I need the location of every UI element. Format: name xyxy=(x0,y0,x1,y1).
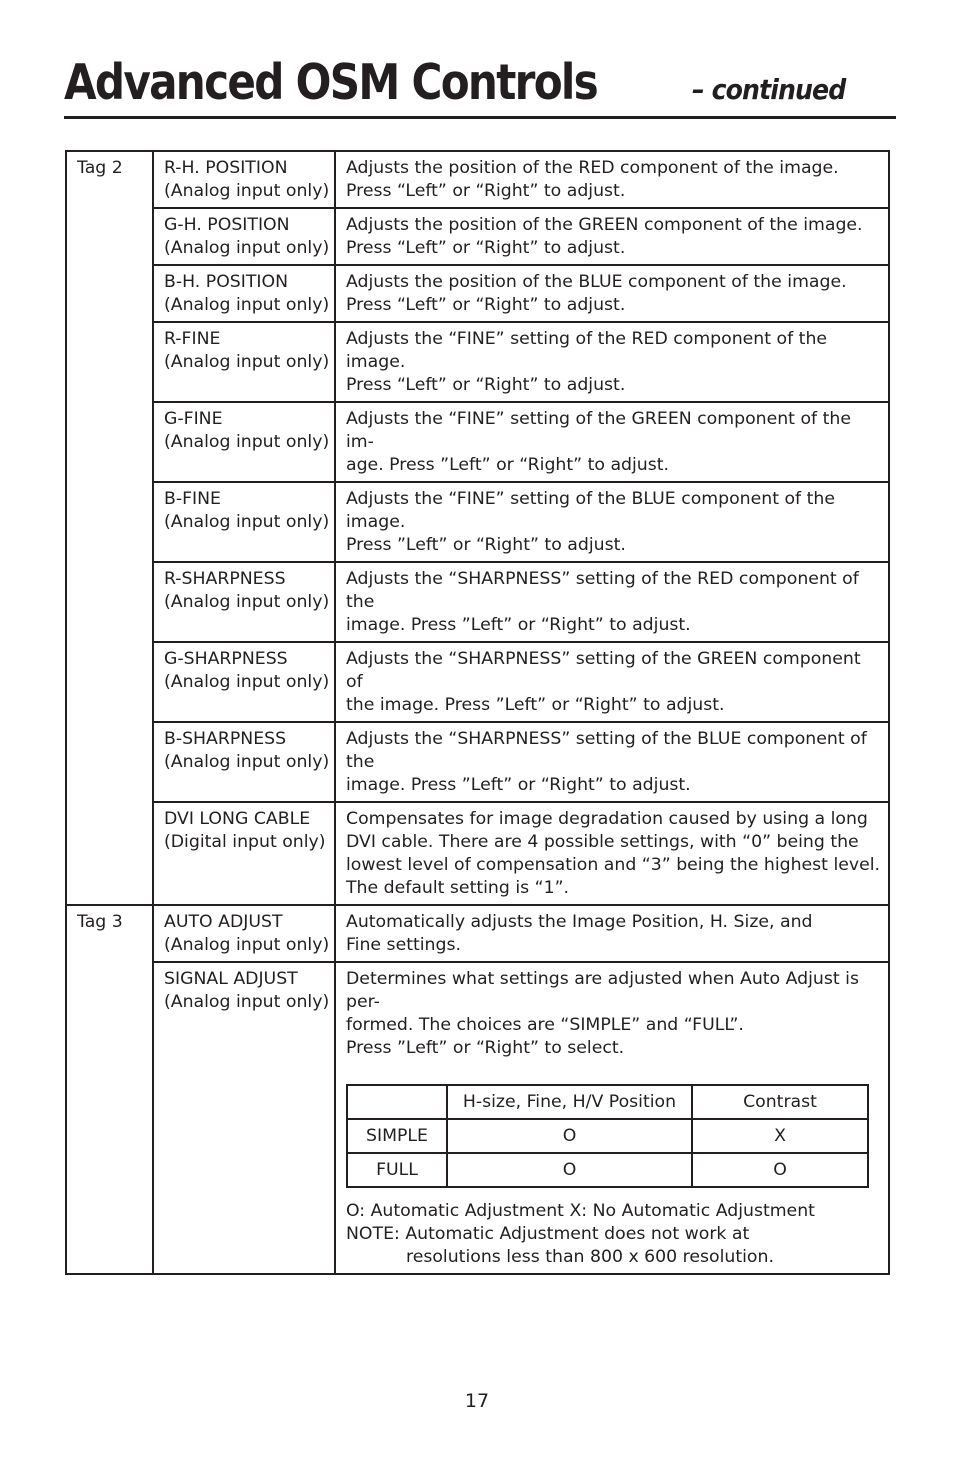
control-description xyxy=(335,562,889,642)
description-line: image. Press ”Left” or “Right” to adjust. xyxy=(346,615,691,635)
control-description xyxy=(335,208,889,265)
description-line: Press “Left” or “Right” to adjust. xyxy=(346,375,626,395)
description-line: Press “Left” or “Right” to adjust. xyxy=(346,181,626,201)
description-line: Adjusts the position of the BLUE component of the image. xyxy=(346,272,847,292)
description-line: Press ”Left” or “Right” to adjust. xyxy=(346,535,626,555)
description-line: lowest level of compensation and “3” being the highest level. xyxy=(346,855,881,875)
description-line: image. Press ”Left” or “Right” to adjust. xyxy=(346,775,691,795)
signal-table-cell: O xyxy=(447,1153,692,1187)
control-input-type: (Analog input only) xyxy=(164,352,330,372)
control-name: G-H. POSITION xyxy=(164,215,290,235)
table-row xyxy=(66,322,889,402)
control-name-cell xyxy=(153,802,335,905)
control-description xyxy=(335,151,889,208)
control-input-type: (Analog input only) xyxy=(164,672,330,692)
control-description xyxy=(335,802,889,905)
description-line: Adjusts the “SHARPNESS” setting of the RED component of the xyxy=(346,569,859,612)
table-row xyxy=(66,482,889,562)
description-line: Adjusts the “SHARPNESS” setting of the GREEN component of xyxy=(346,649,861,692)
table-row xyxy=(66,265,889,322)
control-input-type: (Analog input only) xyxy=(164,295,330,315)
page-number: 17 xyxy=(464,1390,490,1412)
description-line: The default setting is “1”. xyxy=(346,878,570,898)
control-name-cell xyxy=(153,905,335,962)
signal-table-cell: FULL xyxy=(347,1153,447,1187)
control-input-type: (Analog input only) xyxy=(164,181,330,201)
signal-table-cell: Contrast xyxy=(692,1085,868,1119)
description-line: Adjusts the “FINE” setting of the BLUE component of the image. xyxy=(346,489,835,532)
table-row xyxy=(66,208,889,265)
control-name-cell xyxy=(153,402,335,482)
description-line: DVI cable. There are 4 possible settings, with “0” being the xyxy=(346,832,859,852)
control-input-type: (Analog input only) xyxy=(164,992,330,1012)
signal-table-cell xyxy=(347,1085,447,1119)
control-name-cell xyxy=(153,151,335,208)
control-name: SIGNAL ADJUST xyxy=(164,969,298,989)
table-row xyxy=(66,962,889,1274)
description-line: Adjusts the position of the RED component of the image. xyxy=(346,158,839,178)
note-text-continued: resolutions less than 800 x 600 resolution. xyxy=(406,1247,774,1267)
table-row xyxy=(66,802,889,905)
description-line: Compensates for image degradation caused by using a long xyxy=(346,809,868,829)
control-name-cell xyxy=(153,962,335,1274)
description-line: Press ”Left” or “Right” to select. xyxy=(346,1038,625,1058)
description-line: Press “Left” or “Right” to adjust. xyxy=(346,295,626,315)
control-description xyxy=(335,722,889,802)
osm-controls-table xyxy=(65,150,890,1275)
control-name-cell xyxy=(153,722,335,802)
signal-table-cell: O xyxy=(447,1119,692,1153)
signal-adjust-table xyxy=(346,1084,869,1188)
description-line: Adjusts the “FINE” setting of the GREEN component of the im- xyxy=(346,409,851,452)
control-name: G-SHARPNESS xyxy=(164,649,288,669)
tag-cell: Tag 2 xyxy=(66,151,153,905)
page-title: Advanced OSM Controls xyxy=(64,54,598,111)
table-row xyxy=(66,402,889,482)
signal-table-cell: H-size, Fine, H/V Position xyxy=(447,1085,692,1119)
control-name: R-FINE xyxy=(164,329,221,349)
control-name: R-SHARPNESS xyxy=(164,569,286,589)
control-input-type: (Analog input only) xyxy=(164,592,330,612)
signal-table-row xyxy=(347,1153,868,1187)
signal-table-cell: SIMPLE xyxy=(347,1119,447,1153)
table-row xyxy=(66,905,889,962)
signal-table-cell: X xyxy=(692,1119,868,1153)
page-title-suffix: – continued xyxy=(692,72,846,106)
signal-table-cell: O xyxy=(692,1153,868,1187)
description-line: Automatically adjusts the Image Position, H. Size, and xyxy=(346,912,813,932)
control-name: R-H. POSITION xyxy=(164,158,288,178)
control-input-type: (Digital input only) xyxy=(164,832,326,852)
description-line: age. Press ”Left” or “Right” to adjust. xyxy=(346,455,670,475)
control-name: B-H. POSITION xyxy=(164,272,289,292)
table-row xyxy=(66,151,889,208)
control-name: G-FINE xyxy=(164,409,223,429)
description-line: Adjusts the “FINE” setting of the RED component of the image. xyxy=(346,329,828,372)
description-line: Adjusts the “SHARPNESS” setting of the BLUE component of the xyxy=(346,729,867,772)
control-description xyxy=(335,642,889,722)
control-name-cell xyxy=(153,322,335,402)
description-line: Determines what settings are adjusted when Auto Adjust is per- xyxy=(346,969,859,1012)
signal-table-row xyxy=(347,1119,868,1153)
description-line: the image. Press ”Left” or “Right” to adjust. xyxy=(346,695,725,715)
control-name: AUTO ADJUST xyxy=(164,912,283,932)
control-name-cell xyxy=(153,562,335,642)
control-description xyxy=(335,905,889,962)
control-description xyxy=(335,402,889,482)
control-name-cell xyxy=(153,642,335,722)
note-text: NOTE: Automatic Adjustment does not work at xyxy=(346,1224,750,1244)
table-row xyxy=(66,722,889,802)
control-name-cell xyxy=(153,265,335,322)
signal-table-header xyxy=(347,1085,868,1119)
control-name-cell xyxy=(153,208,335,265)
control-description xyxy=(335,482,889,562)
description-line: Adjusts the position of the GREEN component of the image. xyxy=(346,215,863,235)
control-description xyxy=(335,322,889,402)
table-row xyxy=(66,642,889,722)
control-description xyxy=(335,265,889,322)
control-name: DVI LONG CABLE xyxy=(164,809,311,829)
description-line: Fine settings. xyxy=(346,935,461,955)
control-input-type: (Analog input only) xyxy=(164,752,330,772)
control-input-type: (Analog input only) xyxy=(164,935,330,955)
control-name: B-SHARPNESS xyxy=(164,729,287,749)
control-input-type: (Analog input only) xyxy=(164,512,330,532)
control-description xyxy=(335,962,889,1274)
legend-text: O: Automatic Adjustment X: No Automatic Adjustment xyxy=(346,1201,815,1221)
control-input-type: (Analog input only) xyxy=(164,432,330,452)
control-name-cell xyxy=(153,482,335,562)
tag-cell: Tag 3 xyxy=(66,905,153,1274)
control-name: B-FINE xyxy=(164,489,221,509)
description-line: formed. The choices are “SIMPLE” and “FULL”. xyxy=(346,1015,744,1035)
control-input-type: (Analog input only) xyxy=(164,238,330,258)
table-row xyxy=(66,562,889,642)
description-line: Press “Left” or “Right” to adjust. xyxy=(346,238,626,258)
page-header xyxy=(64,56,896,119)
